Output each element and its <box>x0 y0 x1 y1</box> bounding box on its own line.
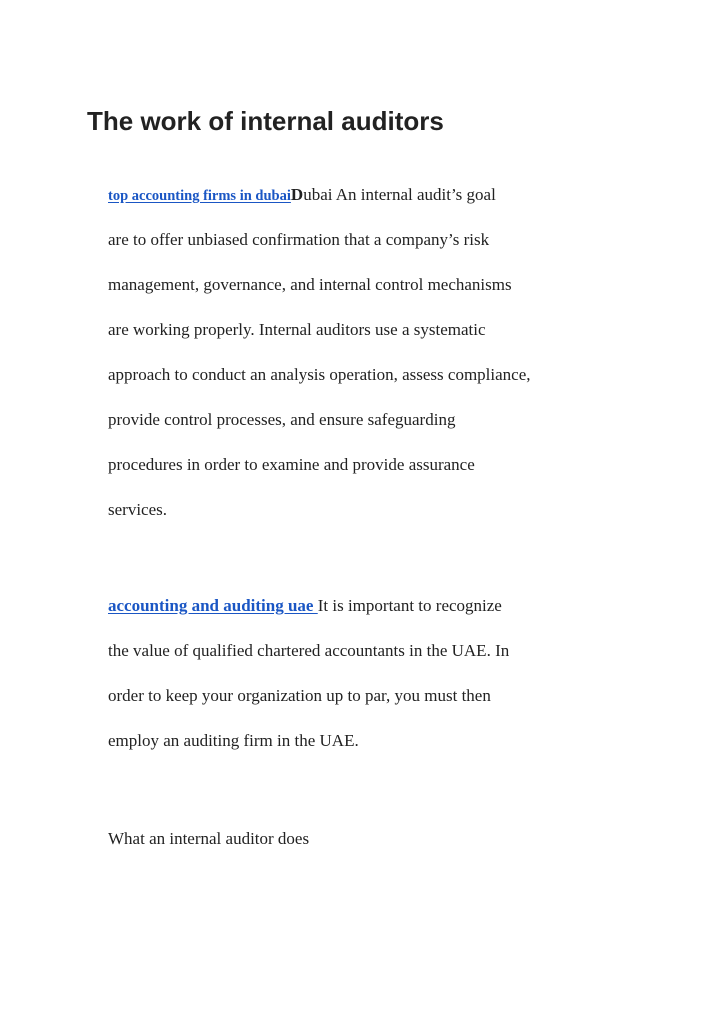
paragraph-line <box>108 184 496 207</box>
paragraph-line: the value of qualified chartered accountants in the UAE. In <box>108 641 510 660</box>
paragraph-line: procedures in order to examine and provide assurance <box>108 455 475 474</box>
paragraph-line: are to offer unbiased confirmation that a company’s risk <box>108 230 490 249</box>
drop-letter: D <box>290 185 304 204</box>
paragraph-line: management, governance, and internal control mechanisms <box>108 275 512 294</box>
accounting-auditing-uae-link[interactable]: accounting and auditing uae <box>108 596 318 615</box>
paragraph-line <box>108 595 502 617</box>
paragraph-line: provide control processes, and ensure safeguarding <box>108 410 456 429</box>
paragraph-line: approach to conduct an analysis operation, assess compliance, <box>108 365 531 384</box>
top-accounting-firms-link[interactable]: top accounting firms in dubai <box>108 188 291 204</box>
paragraph-text: ubai An internal audit’s goal <box>303 185 496 204</box>
section-subheading: What an internal auditor does <box>108 829 310 848</box>
paragraph-line: are working properly. Internal auditors use a systematic <box>108 320 486 339</box>
paragraph-line: employ an auditing firm in the UAE. <box>108 731 359 750</box>
paragraph-line: services. <box>108 500 168 519</box>
page-title: The work of internal auditors <box>87 106 444 136</box>
paragraph-text: It is important to recognize <box>317 596 502 615</box>
paragraph-line: order to keep your organization up to par, you must then <box>108 686 491 705</box>
